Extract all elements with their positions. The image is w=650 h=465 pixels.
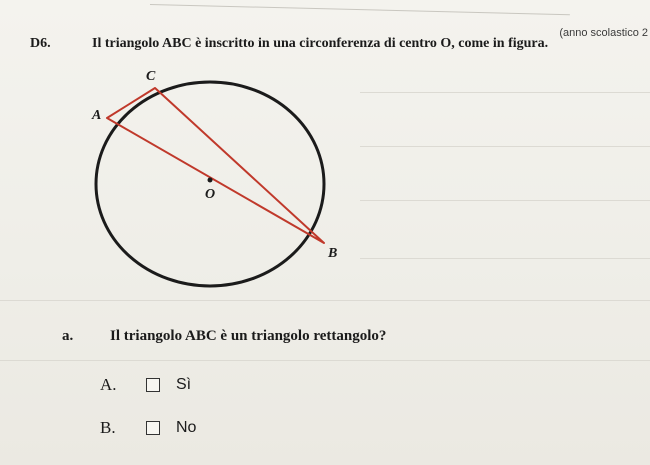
no-checkbox[interactable] (146, 421, 160, 435)
question-number: D6. (30, 36, 51, 51)
option-letter: B. (100, 418, 116, 437)
option-letter: A. (100, 375, 117, 394)
question-text: Il triangolo ABC è inscritto in una circonferenza di centro O, come in figura. (92, 36, 549, 51)
circumference (96, 82, 324, 286)
center-label-o: O (205, 187, 216, 202)
vertex-label-b: B (328, 246, 338, 261)
school-year-note: (anno scolastico 2 (559, 27, 648, 39)
option-label: No (176, 419, 197, 436)
option-yes[interactable] (100, 375, 191, 395)
center-point (208, 178, 213, 183)
subquestion-text: Il triangolo ABC è un triangolo rettangolo? (110, 328, 387, 344)
option-label: Sì (176, 376, 192, 393)
option-no[interactable] (100, 418, 196, 438)
subquestion-letter: a. (62, 328, 74, 344)
yes-checkbox[interactable] (146, 378, 160, 392)
vertex-label-a: A (92, 108, 102, 123)
vertex-label-c: C (146, 69, 156, 84)
